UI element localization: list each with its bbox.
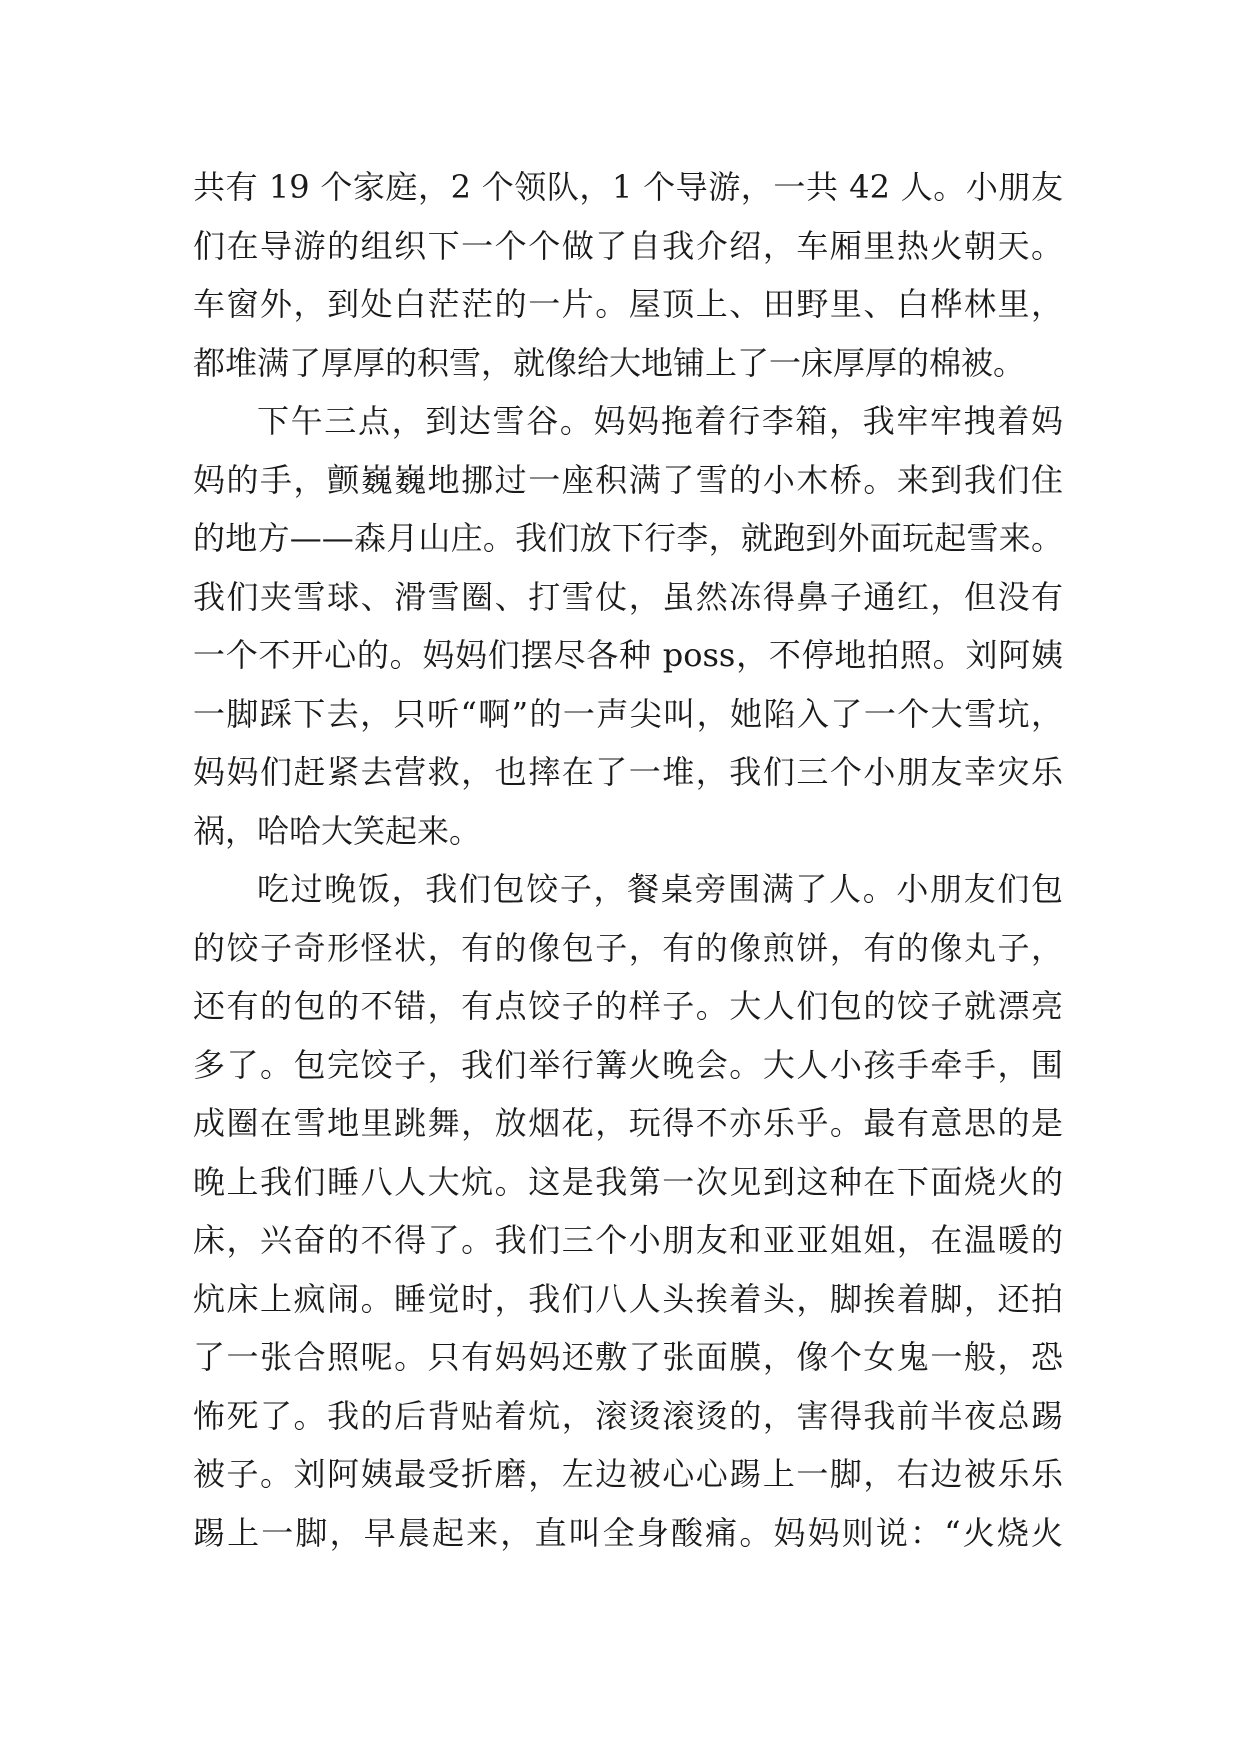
text-line: 祸，哈哈大笑起来。 [193, 811, 482, 850]
text-line: 成圈在雪地里跳舞，放烟花，玩得不亦乐乎。最有意思的是 [193, 1104, 1063, 1142]
text-line: 下午三点，到达雪谷。妈妈拖着行李箱，我牢牢拽着妈 [257, 402, 1063, 440]
document-body-text [193, 158, 1063, 1562]
text-line: 还有的包的不错，有点饺子的样子。大人们包的饺子就漂亮 [193, 987, 1063, 1025]
text-line: 一脚踩下去，只听“啊”的一声尖叫，她陷入了一个大雪坑， [193, 694, 1063, 733]
text-line: 一个不开心的。妈妈们摆尽各种 poss，不停地拍照。刘阿姨 [193, 636, 1063, 674]
text-line: 晚上我们睡八人大炕。这是我第一次见到这种在下面烧火的 [193, 1162, 1063, 1201]
text-line: 的饺子奇形怪状，有的像包子，有的像煎饼，有的像丸子， [193, 928, 1063, 967]
text-line: 们在导游的组织下一个个做了自我介绍，车厢里热火朝天。 [193, 226, 1063, 265]
text-line: 吃过晚饭，我们包饺子，餐桌旁围满了人。小朋友们包 [257, 870, 1063, 908]
text-line: 共有 19 个家庭，2 个领队，1 个导游，一共 42 人。小朋友 [193, 168, 1063, 206]
text-line: 车窗外，到处白茫茫的一片。屋顶上、田野里、白桦林里， [193, 285, 1063, 323]
text-line: 妈的手，颤巍巍地挪过一座积满了雪的小木桥。来到我们住 [193, 460, 1063, 499]
text-line: 我们夹雪球、滑雪圈、打雪仗，虽然冻得鼻子通红，但没有 [193, 577, 1063, 616]
text-line: 被子。刘阿姨最受折磨，左边被心心踢上一脚，右边被乐乐 [193, 1455, 1063, 1493]
text-line: 床，兴奋的不得了。我们三个小朋友和亚亚姐姐，在温暖的 [193, 1221, 1063, 1259]
text-line: 怖死了。我的后背贴着炕，滚烫滚烫的，害得我前半夜总踢 [193, 1396, 1063, 1435]
text-line: 的地方——森月山庄。我们放下行李，就跑到外面玩起雪来。 [193, 519, 1063, 557]
text-line: 都堆满了厚厚的积雪，就像给大地铺上了一床厚厚的棉被。 [193, 343, 1026, 382]
text-line: 多了。包完饺子，我们举行篝火晚会。大人小孩手牵手，围 [193, 1045, 1063, 1084]
text-line: 踢上一脚，早晨起来，直叫全身酸痛。妈妈则说：“火烧火 [193, 1513, 1063, 1552]
text-line: 炕床上疯闹。睡觉时，我们八人头挨着头，脚挨着脚，还拍 [193, 1279, 1063, 1318]
text-line: 了一张合照呢。只有妈妈还敷了张面膜，像个女鬼一般，恐 [193, 1338, 1063, 1376]
text-line: 妈妈们赶紧去营救，也摔在了一堆，我们三个小朋友幸灾乐 [193, 753, 1063, 791]
